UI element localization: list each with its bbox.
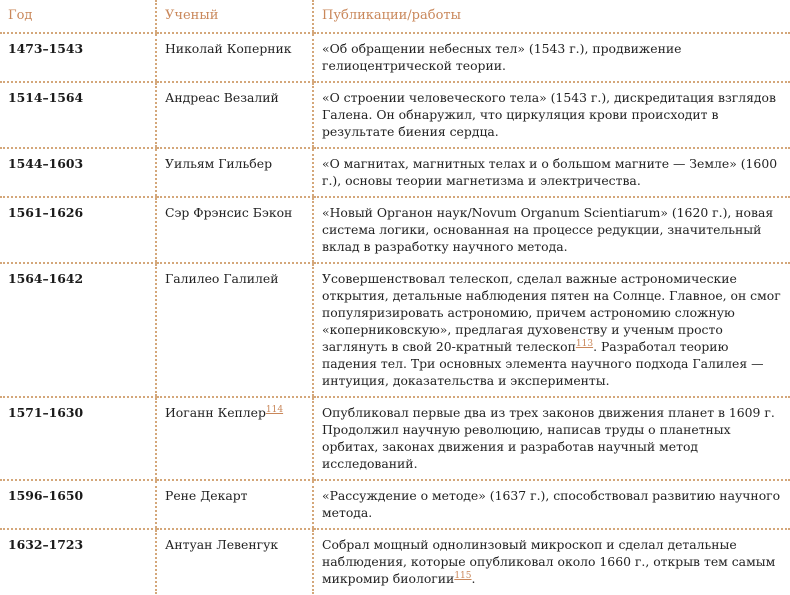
table-row	[0, 197, 790, 263]
footnote-link[interactable]: 115	[454, 570, 472, 581]
year-cell: 1571–1630	[0, 397, 156, 480]
table-row	[0, 480, 790, 529]
publications-cell	[313, 263, 790, 397]
publications-cell: «Новый Органон наук/Novum Organum Scientiarum» (1620 г.), новая система логики, основанная на процессе редукции, значительный вклад в разработку научного метода.	[313, 197, 790, 263]
year-cell: 1473–1543	[0, 33, 156, 82]
scientist-cell: Уильям Гильбер	[156, 148, 313, 197]
scientist-cell: Андреас Везалий	[156, 82, 313, 148]
publications-cell: Опубликовал первые два из трех законов движения планет в 1609 г. Продолжил научную революцию, написав труды о планетных орбитах, законах движения и разработав научный метод исследований.	[313, 397, 790, 480]
footnote-link[interactable]: 113	[575, 338, 594, 349]
footnote-link[interactable]: 114	[265, 404, 284, 415]
publications-cell: «Рассуждение о методе» (1637 г.), способствовал развитию научного метода.	[313, 480, 790, 529]
year-cell: 1632–1723	[8, 537, 84, 552]
table-row	[0, 33, 790, 82]
publications-text: .	[471, 571, 476, 586]
header-scientist: Ученый	[156, 0, 313, 33]
publications-cell	[313, 529, 790, 594]
header-year: Год	[0, 0, 156, 33]
publications-text: Усовершенствовал телескоп, сделал важные астрономические открытия, детальные наблюдения пятен на Солнце. Главное, он смог популяризировать астрономию, причем астрономию сложную «коперниковскую», предлагая духовенству и ученым просто заглянуть в свой 20-кратный телескоп	[322, 271, 781, 354]
scientist-cell: Сэр Фрэнсис Бэкон	[156, 197, 313, 263]
header-row	[0, 0, 790, 33]
publications-cell: «Об обращении небесных тел» (1543 г.), продвижение гелиоцентрической теории.	[313, 33, 790, 82]
scientist-cell: Антуан Левенгук	[156, 529, 313, 594]
publications-cell: «О магнитах, магнитных телах и о большом магните — Земле» (1600 г.), основы теории магнетизма и электричества.	[313, 148, 790, 197]
publications-text: . Разработал теорию падения тел. Три основных элемента научного подхода Галилея — интуиция, доказательства и эксперименты.	[322, 339, 764, 388]
publications-cell: «О строении человеческого тела» (1543 г.), дискредитация взглядов Галена. Он обнаружил, что циркуляция крови происходит в результате биения сердца.	[313, 82, 790, 148]
publications-text: Собрал мощный однолинзовый микроскоп и сделал детальные наблюдения, которые опубликовал около 1660 г., открыв тем самым микромир биологии	[322, 537, 776, 586]
table-row	[0, 82, 790, 148]
scientist-cell: Николай Коперник	[156, 33, 313, 82]
scientist-cell: Рене Декарт	[156, 480, 313, 529]
table-row	[0, 263, 790, 397]
table-row	[0, 148, 790, 197]
year-cell: 1514–1564	[0, 82, 156, 148]
scientist-cell: Галилео Галилей	[156, 263, 313, 397]
scientist-name: Иоганн Кеплер	[165, 405, 266, 420]
header-publications: Публикации/работы	[313, 0, 790, 33]
year-cell: 1561–1626	[0, 197, 156, 263]
year-cell: 1544–1603	[0, 148, 156, 197]
table-row	[0, 397, 790, 480]
scientist-cell	[156, 397, 313, 480]
table-row	[0, 529, 790, 594]
year-cell: 1564–1642	[0, 263, 156, 397]
year-cell: 1596–1650	[0, 480, 156, 529]
